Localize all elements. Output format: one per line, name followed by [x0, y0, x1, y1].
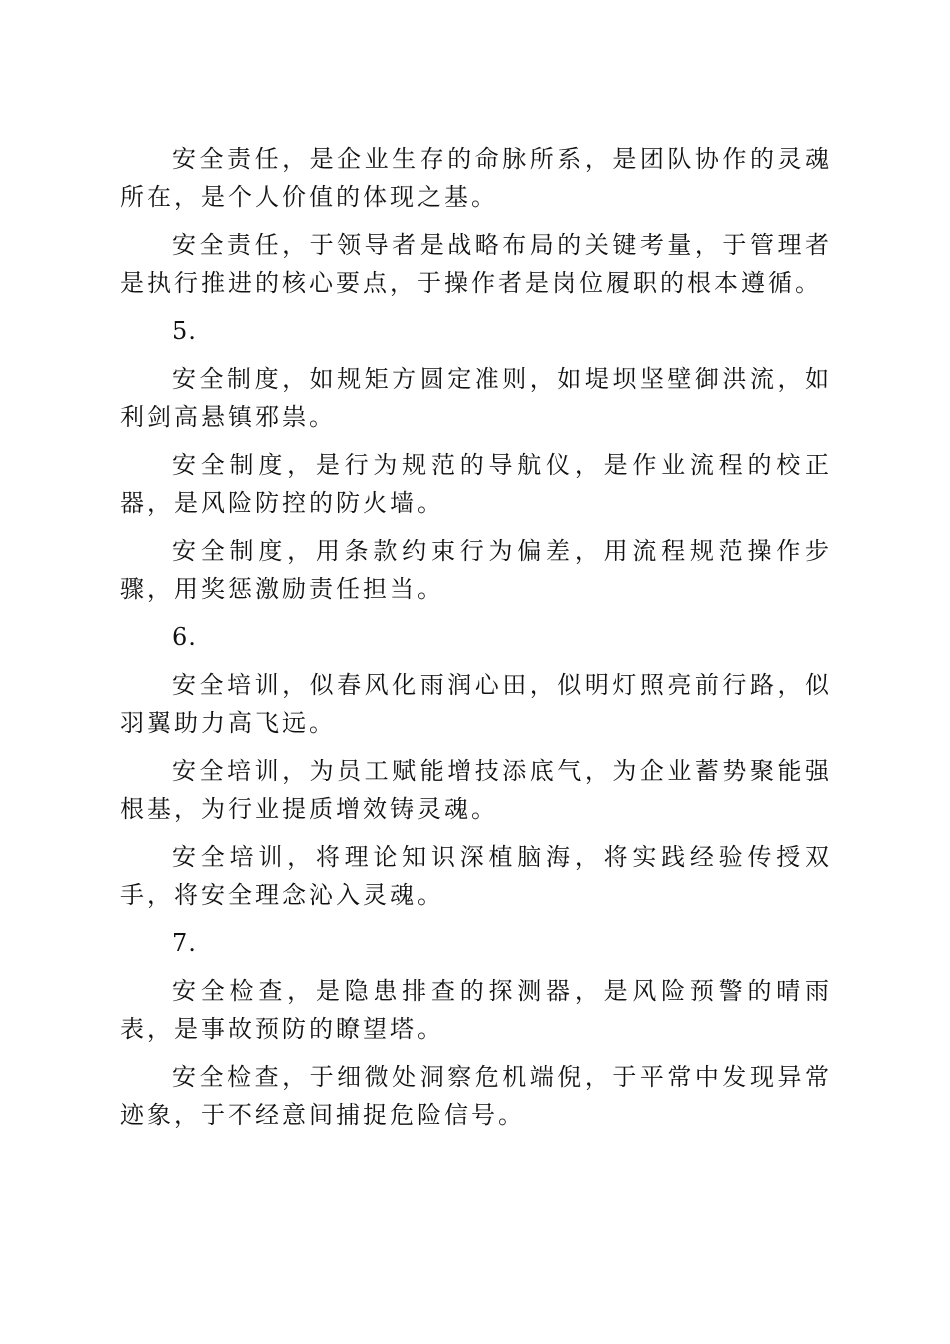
paragraph-training-3: 安全培训，将理论知识深植脑海，将实践经验传授双手，将安全理念沁入灵魂。: [120, 843, 832, 909]
paragraph-inspection-2: 安全检查，于细微处洞察危机端倪，于平常中发现异常迹象，于不经意间捕捉危险信号。: [120, 1063, 832, 1129]
section-number-7: 7.: [172, 929, 197, 957]
paragraph-system-3: 安全制度，用条款约束行为偏差，用流程规范操作步骤，用奖惩激励责任担当。: [120, 537, 832, 603]
section-number-5: 5.: [172, 317, 197, 345]
document-body: [120, 140, 832, 1144]
section-number-6: 6.: [172, 623, 197, 651]
paragraph-responsibility-2: 安全责任，于领导者是战略布局的关键考量，于管理者是执行推进的核心要点，于操作者是岗位履职的根本遵循。: [120, 231, 832, 297]
paragraph-training-2: 安全培训，为员工赋能增技添底气，为企业蓄势聚能强根基，为行业提质增效铸灵魂。: [120, 757, 832, 823]
paragraph-inspection-1: 安全检查，是隐患排查的探测器，是风险预警的晴雨表，是事故预防的瞭望塔。: [120, 977, 832, 1043]
paragraph-training-1: 安全培训，似春风化雨润心田，似明灯照亮前行路，似羽翼助力高飞远。: [120, 671, 832, 737]
paragraph-system-1: 安全制度，如规矩方圆定准则，如堤坝坚壁御洪流，如利剑高悬镇邪祟。: [120, 365, 832, 431]
paragraph-system-2: 安全制度，是行为规范的导航仪，是作业流程的校正器，是风险防控的防火墙。: [120, 451, 832, 517]
paragraph-responsibility-1: 安全责任，是企业生存的命脉所系，是团队协作的灵魂所在，是个人价值的体现之基。: [120, 145, 832, 211]
